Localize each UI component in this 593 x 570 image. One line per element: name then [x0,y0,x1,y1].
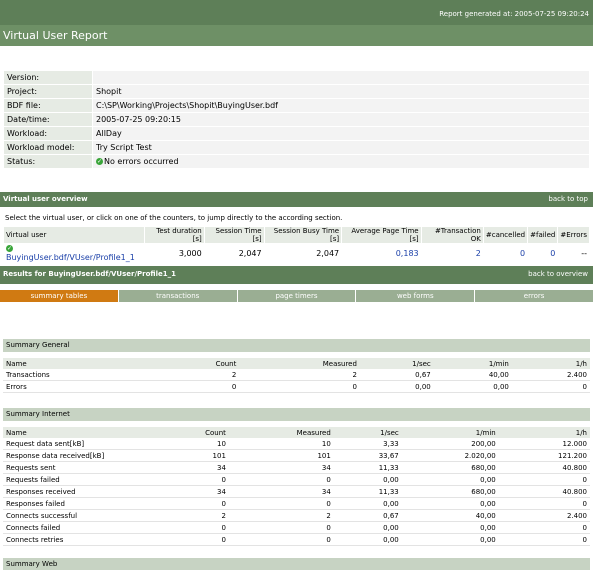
column-header: Virtual user [4,227,144,243]
back-to-overview-link[interactable]: back to overview [528,270,588,278]
info-label: Status: [4,155,92,168]
column-header: #Errors [558,227,589,243]
cell: 0 [499,474,590,486]
status-text: No errors occurred [104,157,179,166]
cell: 34 [229,462,334,474]
cell: 0,00 [334,474,402,486]
failed-link[interactable]: 0 [550,248,556,258]
cell: 0,00 [402,474,499,486]
summary-general-table [3,358,590,393]
column-header: Session Time [s] [205,227,264,243]
cell: 40.800 [499,486,590,498]
column-header: Session Busy Time [s] [265,227,342,243]
overview-header [0,192,593,207]
session-busy-cell: 2,047 [316,248,340,258]
info-row [4,99,589,112]
table-row [3,369,590,381]
info-label: Workload: [4,127,92,140]
overview-hint: Select the virtual user, or click on one of the counters, to jump directly to the according section. [5,214,343,222]
cell: 33,67 [334,450,402,462]
cell: 200,00 [402,438,499,450]
cell: 0 [499,522,590,534]
cell: 0 [159,522,229,534]
table-row [3,498,590,510]
table-row [3,450,590,462]
cell: 34 [159,486,229,498]
info-value: Try Script Test [93,141,589,154]
cell: 34 [159,462,229,474]
cancelled-link[interactable]: 0 [520,248,526,258]
tab-page-timers[interactable]: page timers [238,290,356,302]
summary-web-title: Summary Web [3,558,590,570]
column-header: Measured [229,427,334,438]
table-row [3,381,590,393]
top-bar [0,0,593,25]
cell: 0,00 [334,522,402,534]
column-header: 1/min [402,427,499,438]
cell: 0,00 [434,381,512,393]
cell: 2.400 [512,369,590,381]
info-row [4,85,589,98]
summary-general-title: Summary General [3,339,590,352]
session-time-cell: 2,047 [238,248,262,258]
avg-page-time-link[interactable]: 0,183 [395,248,419,258]
cell: 0 [159,474,229,486]
info-value: C:\SP\Working\Projects\Shopit\BuyingUser.bdf [93,99,589,112]
table-row [4,244,589,262]
table-row [3,510,590,522]
info-table [3,70,590,169]
cell: 0 [512,381,590,393]
summary-internet-table [3,427,590,546]
back-to-top-link[interactable]: back to top [548,195,588,203]
info-row [4,141,589,154]
summary-internet-title: Summary Internet [3,408,590,421]
cell: 40.800 [499,462,590,474]
cell: 0 [499,498,590,510]
cell: 34 [229,486,334,498]
cell: 0 [229,534,334,546]
virtual-user-link[interactable]: BuyingUser.bdf/VUser/Profile1_1 [6,253,135,262]
cell: 0 [229,498,334,510]
table-row [3,474,590,486]
table-row [3,486,590,498]
cell: Responses received [3,486,159,498]
tab-errors[interactable]: errors [475,290,593,302]
check-icon: ✓ [6,245,13,252]
column-header: Measured [239,358,360,369]
column-header: Name [3,427,159,438]
info-value: 2005-07-25 09:20:15 [93,113,589,126]
cell: 2.400 [499,510,590,522]
cell: 0,00 [402,534,499,546]
tab-web-forms[interactable]: web forms [356,290,474,302]
info-label: Version: [4,71,92,84]
info-label: Workload model: [4,141,92,154]
cell: 0,00 [334,534,402,546]
cell: 11,33 [334,486,402,498]
overview-title: Virtual user overview [3,195,88,203]
cell: 10 [229,438,334,450]
column-header: Name [3,358,159,369]
cell: 10 [159,438,229,450]
cell: 680,00 [402,486,499,498]
report-generated-label: Report generated at: 2005-07-25 09:20:24 [439,10,589,18]
table-header-row [4,227,589,243]
virtual-user-cell [4,244,144,262]
column-header: Count [159,427,229,438]
cell: Connects retries [3,534,159,546]
info-label: Project: [4,85,92,98]
column-header: 1/h [512,358,590,369]
column-header: 1/min [434,358,512,369]
cell: 0 [499,534,590,546]
cell: 0,00 [402,498,499,510]
cell: 2 [159,369,239,381]
table-row [3,438,590,450]
cell: 0,00 [402,522,499,534]
cell: Responses failed [3,498,159,510]
cell: 0 [159,534,229,546]
column-header: #failed [528,227,557,243]
info-row [4,113,589,126]
info-value [93,71,589,84]
cell: Requests sent [3,462,159,474]
cell: Connects failed [3,522,159,534]
cell: 101 [159,450,229,462]
title-bar [0,25,593,46]
duration-cell: 3,000 [178,248,202,258]
cell: Transactions [3,369,159,381]
cell: 0,00 [334,498,402,510]
table-row [3,462,590,474]
cell: Connects successful [3,510,159,522]
page-title: Virtual User Report [3,29,108,42]
cell: 12.000 [499,438,590,450]
cell: 101 [229,450,334,462]
info-value: AllDay [93,127,589,140]
cell: 40,00 [434,369,512,381]
cell: 0 [159,381,239,393]
column-header: 1/sec [360,358,434,369]
info-label: BDF file: [4,99,92,112]
cell: 2 [229,510,334,522]
cell: 0 [229,474,334,486]
column-header: Test duration [s] [145,227,204,243]
table-header-row [3,427,590,438]
cell: 0 [229,522,334,534]
cell: Requests failed [3,474,159,486]
cell: 2.020,00 [402,450,499,462]
results-title: Results for BuyingUser.bdf/VUser/Profile1_1 [3,270,176,278]
info-row [4,127,589,140]
table-row [3,534,590,546]
cell: Response data received[kB] [3,450,159,462]
table-header-row [3,358,590,369]
virtual-user-table [3,226,590,263]
status-value [93,155,589,168]
cell: 0,67 [360,369,434,381]
cell: Request data sent[kB] [3,438,159,450]
results-tabs [0,290,593,302]
tab-summary-tables[interactable]: summary tables [0,290,118,302]
cell: 680,00 [402,462,499,474]
column-header: #Transaction OK [422,227,483,243]
info-row [4,71,589,84]
info-value: Shopit [93,85,589,98]
table-row [3,522,590,534]
cell: 0 [159,498,229,510]
column-header: #cancelled [484,227,527,243]
check-icon: ✓ [96,158,103,165]
column-header: Average Page Time [s] [342,227,421,243]
cell: 2 [239,369,360,381]
results-header [0,266,593,284]
column-header: 1/h [499,427,590,438]
tab-transactions[interactable]: transactions [119,290,237,302]
column-header: Count [159,358,239,369]
info-label: Date/time: [4,113,92,126]
cell: 40,00 [402,510,499,522]
cell: 11,33 [334,462,402,474]
info-row [4,155,589,168]
cell: 0 [239,381,360,393]
cell: 3,33 [334,438,402,450]
cell: 0,67 [334,510,402,522]
cell: 0,00 [360,381,434,393]
errors-cell: -- [581,248,587,258]
cell: 121.200 [499,450,590,462]
transaction-ok-link[interactable]: 2 [475,248,481,258]
column-header: 1/sec [334,427,402,438]
cell: Errors [3,381,159,393]
cell: 2 [159,510,229,522]
